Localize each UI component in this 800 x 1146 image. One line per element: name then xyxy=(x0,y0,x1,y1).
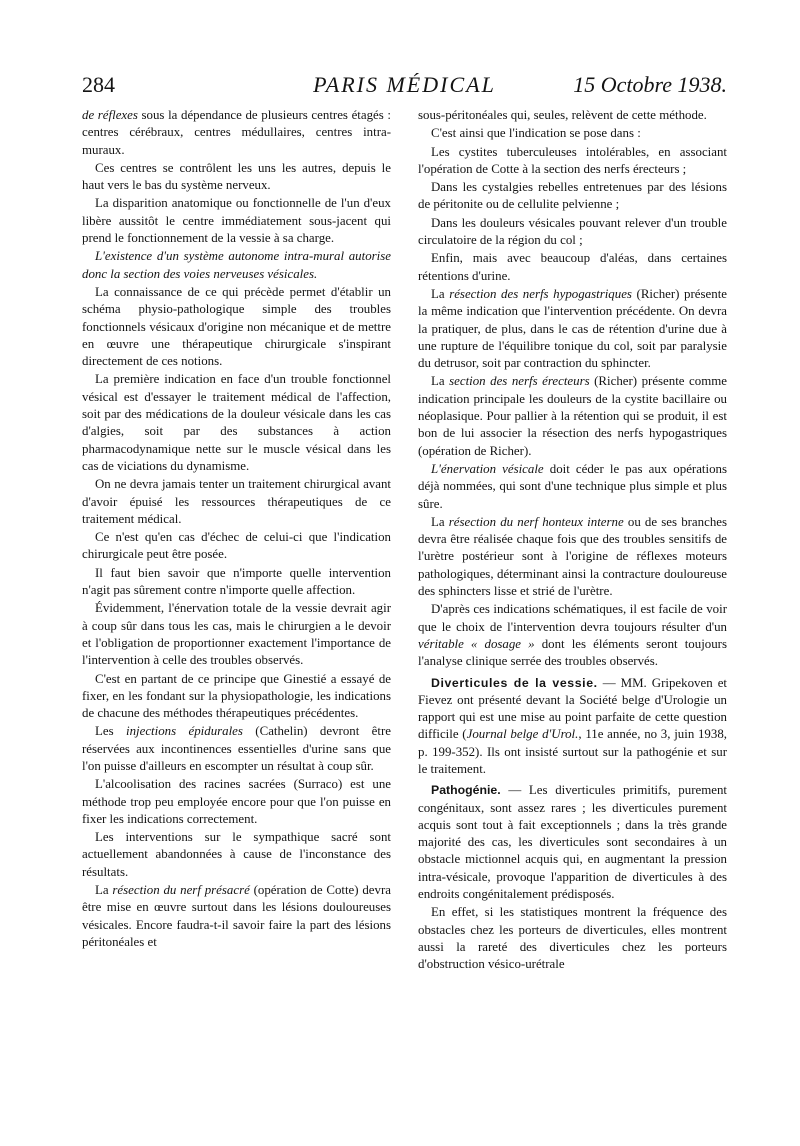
left-column-paragraph: L'existence d'un système autonome intra-mural autorise donc la section des voies nerveuses vésicales. xyxy=(82,249,391,281)
left-column-paragraph: Les injections épidurales (Cathelin) devront être réservées aux incontinences essentielles d'urine sans que l'on puisse d'ailleurs en escompter un résultat à coup sûr. xyxy=(82,724,392,773)
left-column-paragraph: de réflexes sous la dépendance de plusieurs centres étagés : centres cérébraux, centres médullaires, centres intra-muraux. xyxy=(82,108,391,157)
paragraph-diverticules: Diverticules de la vessie. — MM. Gripekoven et Fievez ont présenté devant la Société belge d'Urologie un rapport qui est une mise au point parfaite de cette question difficile (Journal belge d'Urol., 11e année, no 3, juin 1938, p. 199-352). Ils ont insisté surtout sur la pathogénie et sur le traitement. xyxy=(418,675,727,776)
left-column-paragraph: Ces centres se contrôlent les uns les autres, depuis le haut vers le bas du système nerveux. xyxy=(82,160,391,193)
right-column-paragraph: Les cystites tuberculeuses intolérables, en associant l'opération de Cotte à la section des nerfs érecteurs ; xyxy=(418,144,727,176)
left-column-paragraph: La connaissance de ce qui précède permet d'établir un schéma physio-pathologique simple des troubles fonctionnels vésicaux d'origine non mécanique et de mettre en œuvre une thérapeutique chirurgicale s'inspirant directement de ces notions. xyxy=(82,284,391,369)
journal-title: PARIS MÉDICAL xyxy=(313,72,496,97)
left-column-paragraph: La disparition anatomique ou fonctionnelle de l'un d'eux libère aussitôt le centre immédiatement sous-jacent qui prend le fonctionnement de la vessie à sa charge. xyxy=(82,196,391,246)
right-column-paragraph: C'est ainsi que l'indication se pose dans : xyxy=(431,126,641,141)
page-number: 284 xyxy=(82,72,115,97)
left-column-paragraph: On ne devra jamais tenter un traitement chirurgical avant d'avoir épuisé les ressources thérapeutiques de ce traitement médical. xyxy=(82,477,391,526)
right-column-paragraph: sous-péritonéales qui, seules, relèvent de cette méthode. xyxy=(418,108,707,122)
left-column xyxy=(82,107,391,952)
paragraph-statistiques: En effet, si les statistiques montrent la fréquence des obstacles chez les porteurs de diverticules, elles montrent aussi la rareté des diverticules chez les porteurs d'obstruction vésico-urétrale xyxy=(418,905,727,972)
left-column-paragraph: Évidemment, l'énervation totale de la vessie devrait agir à coup sûr dans tous les cas, mais le chirurgien a le devoir et l'obligation de proportionner exactement l'importance de l'intervention à celle des troubles observés. xyxy=(82,601,391,668)
heading-diverticules: Diverticules de la vessie. xyxy=(431,675,598,690)
left-column-paragraph: C'est en partant de ce principe que Ginestié a essayé de fixer, en les fondant sur la physiopathologie, les indications de chacune des méthodes thérapeutiques précédentes. xyxy=(82,671,391,721)
right-column-paragraph: La résection du nerf honteux interne ou de ses branches devra être réalisée chaque fois que des troubles sensitifs de l'urètre postérieur sont à l'origine de réflexes moteurs pathologiques, déterminant ainsi la contracture douloureuse des sphincters lisse et strié de l'urètre. xyxy=(418,514,728,599)
right-column-paragraph: La section des nerfs érecteurs (Richer) présente comme indication principale les douleurs de la cystite bacillaire ou néoplasique. Pour pallier à la rétention qui se produit, il est bon de lui associer la résection des nerfs hypogastriques (opération de Richer). xyxy=(418,374,727,458)
left-column-paragraph: La résection du nerf présacré (opération de Cotte) devra être mise en œuvre surtout dans les lésions douloureuses vésicales. Encore faudra-t-il savoir faire la part des lésions péritonéales et xyxy=(82,883,391,949)
right-column-paragraph: L'énervation vésicale doit céder le pas aux opérations déjà nommées, qui sont d'une technique plus simple et plus sûre. xyxy=(418,461,727,511)
issue-date: 15 Octobre 1938. xyxy=(573,72,727,97)
right-column-paragraph: Dans les cystalgies rebelles entretenues par des lésions de péritonite ou de cellulite pelvienne ; xyxy=(418,180,727,212)
right-column-paragraph: La résection des nerfs hypogastriques (Richer) présente la même indication que l'intervention précédente. On devra la pratiquer, de plus, dans le cas de rétention d'urine due à une rupture de l'équilibre tonique du col, soit par paralysie du detrusor, soit par contraction du sphincter. xyxy=(418,286,727,371)
right-column-paragraph: Dans les douleurs vésicales pouvant relever d'un trouble circulatoire de la région du col ; xyxy=(418,215,727,248)
left-column-paragraph: L'alcoolisation des racines sacrées (Surraco) est une méthode trop peu employée encore pour que l'on puisse en fixer les indications correctement. xyxy=(82,777,391,826)
right-column-paragraphs xyxy=(418,107,727,671)
left-column-paragraph: Les interventions sur le sympathique sacré sont actuellement abandonnées à cause de l'inconstance des résultats. xyxy=(82,830,391,879)
left-column-paragraph: Ce n'est qu'en cas d'échec de celui-ci que l'indication chirurgicale peut être posée. xyxy=(82,530,391,562)
right-column-paragraph: D'après ces indications schématiques, il est facile de voir que le choix de l'intervention devra toujours résulter d'un véritable « dosage » dont les éléments seront toujours l'analyse clinique serrée des troubles observés. xyxy=(418,602,727,669)
running-header xyxy=(82,72,727,102)
right-column xyxy=(418,107,727,975)
left-column-paragraph: Il faut bien savoir que n'importe quelle intervention n'agit pas sûrement contre n'importe quelle affection. xyxy=(82,565,391,598)
heading-pathogenie: Pathogénie. xyxy=(431,783,501,798)
left-column-paragraph: La première indication en face d'un trouble fonctionnel vésical est d'essayer le traitement médical de l'affection, soit par des médications de la douleur vésicale dans les cas d'algies, soit par des substances à action pharmacodynamique nette sur le muscle vésical dans les cas de viciations du dynamisme. xyxy=(82,372,391,473)
paragraph-pathogenie: Pathogénie. — Les diverticules primitifs, purement congénitaux, sont assez rares ; les diverticules purement acquis sont tout à fait exceptionnels ; dans la très grande majorité des cas, les diverticules sont secondaires à un obstacle mictionnel acquis qui, en augmentant la pression intra-vésicale, provoque l'apparition de diverticules à des endroits congénitalement prédisposés. xyxy=(418,783,727,902)
right-column-paragraph: Enfin, mais avec beaucoup d'aléas, dans certaines rétentions d'urine. xyxy=(418,251,727,283)
journal-citation: Journal belge d'Urol. xyxy=(466,727,579,742)
